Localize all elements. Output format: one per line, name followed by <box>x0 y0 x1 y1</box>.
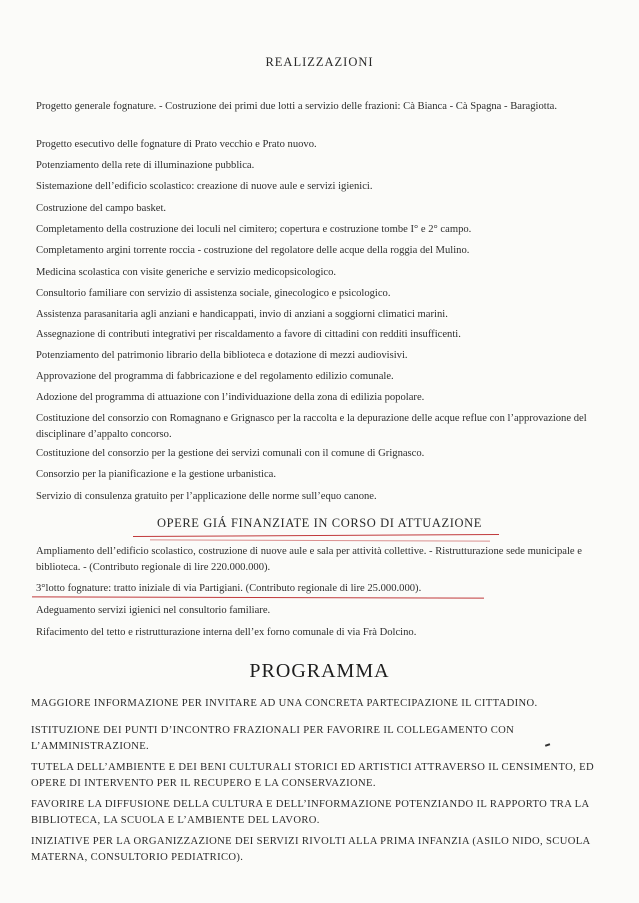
handwritten-underline <box>32 596 484 598</box>
realizzazioni-item: Approvazione del programma di fabbricazione e del regolamento edilizio comunale. <box>36 371 394 382</box>
realizzazioni-item: Assegnazione di contributi integrativi per riscaldamento a favore di cittadini con redditi insufficenti. <box>36 329 461 340</box>
realizzazioni-item: Adozione del programma di attuazione con l’individuazione della zona di edilizia popolare. <box>36 392 425 403</box>
realizzazioni-item: Servizio di consulenza gratuito per l’applicazione delle norme sull’equo canone. <box>36 491 377 502</box>
handwritten-underline <box>150 539 490 541</box>
realizzazioni-item: Completamento argini torrente roccia - costruzione del regolatore delle acque della roggia del Mulino. <box>36 245 470 256</box>
realizzazioni-item: Costruzione del campo basket. <box>36 203 167 214</box>
realizzazioni-item: Progetto esecutivo delle fognature di Prato vecchio e Prato nuovo. <box>36 139 317 150</box>
realizzazioni-item: Potenziamento della rete di illuminazione pubblica. <box>36 160 255 171</box>
realizzazioni-item: Medicina scolastica con visite generiche e servizio medicopsicologico. <box>36 267 337 278</box>
realizzazioni-item: Sistemazione dell’edificio scolastico: creazione di nuove aule e servizi igienici. <box>36 181 373 192</box>
opere-item: Adeguamento servizi igienici nel consultorio familiare. <box>36 605 271 616</box>
programma-item: MAGGIORE INFORMAZIONE PER INVITARE AD UNA CONCRETA PARTECIPAZIONE IL CITTADINO. <box>31 698 538 709</box>
programma-item: TUTELA DELL’AMBIENTE E DEI BENI CULTURALI STORICI ED ARTISTICI ATTRAVERSO IL CENSIMENTO, ED OPERE DI INTERVENTO PER IL RECUPERO E LA CONSERVAZIONE. <box>31 762 594 789</box>
programma-heading: PROGRAMMA <box>249 660 390 682</box>
realizzazioni-item: Consorzio per la pianificazione e la gestione urbanistica. <box>36 469 277 480</box>
programma-item: INIZIATIVE PER LA ORGANIZZAZIONE DEI SERVIZI RIVOLTI ALLA PRIMA INFANZIA (ASILO NIDO, SCUOLA MATERNA, CONSULTORIO PEDIATRICO). <box>31 836 590 863</box>
opere-item: 3°lotto fognature: tratto iniziale di via Partigiani. (Contributo regionale di lire 25.000.000). <box>36 583 422 594</box>
opere-item: Rifacimento del tetto e ristrutturazione interna dell’ex forno comunale di via Frà Dolcino. <box>36 627 417 638</box>
realizzazioni-heading: REALIZZAZIONI <box>265 55 374 69</box>
realizzazioni-item: Completamento della costruzione dei loculi nel cimitero; copertura e costruzione tombe I° e 2° campo. <box>36 224 472 235</box>
opere-heading: OPERE GIÁ FINANZIATE IN CORSO DI ATTUAZIONE <box>156 516 483 530</box>
realizzazioni-item: Assistenza parasanitaria agli anziani e handicappati, invio di anziani a soggiorni climatici marini. <box>36 309 448 320</box>
realizzazioni-item: Costituzione del consorzio con Romagnano e Grignasco per la raccolta e la depurazione delle acque reflue con l’approvazione del disciplinare d’appalto concorso. <box>36 413 587 440</box>
realizzazioni-item: Potenziamento del patrimonio librario della biblioteca e dotazione di mezzi audiovisivi. <box>36 350 408 361</box>
programma-item: ISTITUZIONE DEI PUNTI D’INCONTRO FRAZIONALI PER FAVORIRE IL COLLEGAMENTO CON L’AMMINISTRAZIONE. <box>31 725 515 752</box>
realizzazioni-item: Consultorio familiare con servizio di assistenza sociale, ginecologico e psicologico. <box>36 288 391 299</box>
handwritten-underline <box>133 534 499 537</box>
opere-item: Ampliamento dell’edificio scolastico, costruzione di nuove aule e sala per attività collettive. - Ristrutturazione sede municipale e biblioteca. - (Contributo regionale di lire 220.000.000). <box>36 546 582 573</box>
realizzazioni-item: Costituzione del consorzio per la gestione dei servizi comunali con il comune di Grignasco. <box>36 448 425 459</box>
programma-item: FAVORIRE LA DIFFUSIONE DELLA CULTURA E DELL’INFORMAZIONE POTENZIANDO IL RAPPORTO TRA LA BIBLIOTECA, LA SCUOLA E L’AMBIENTE DEL LAVORO. <box>31 799 589 826</box>
realizzazioni-item: Progetto generale fognature. - Costruzione dei primi due lotti a servizio delle frazioni: Cà Bianca - Cà Spagna - Baragiotta. <box>36 101 557 112</box>
